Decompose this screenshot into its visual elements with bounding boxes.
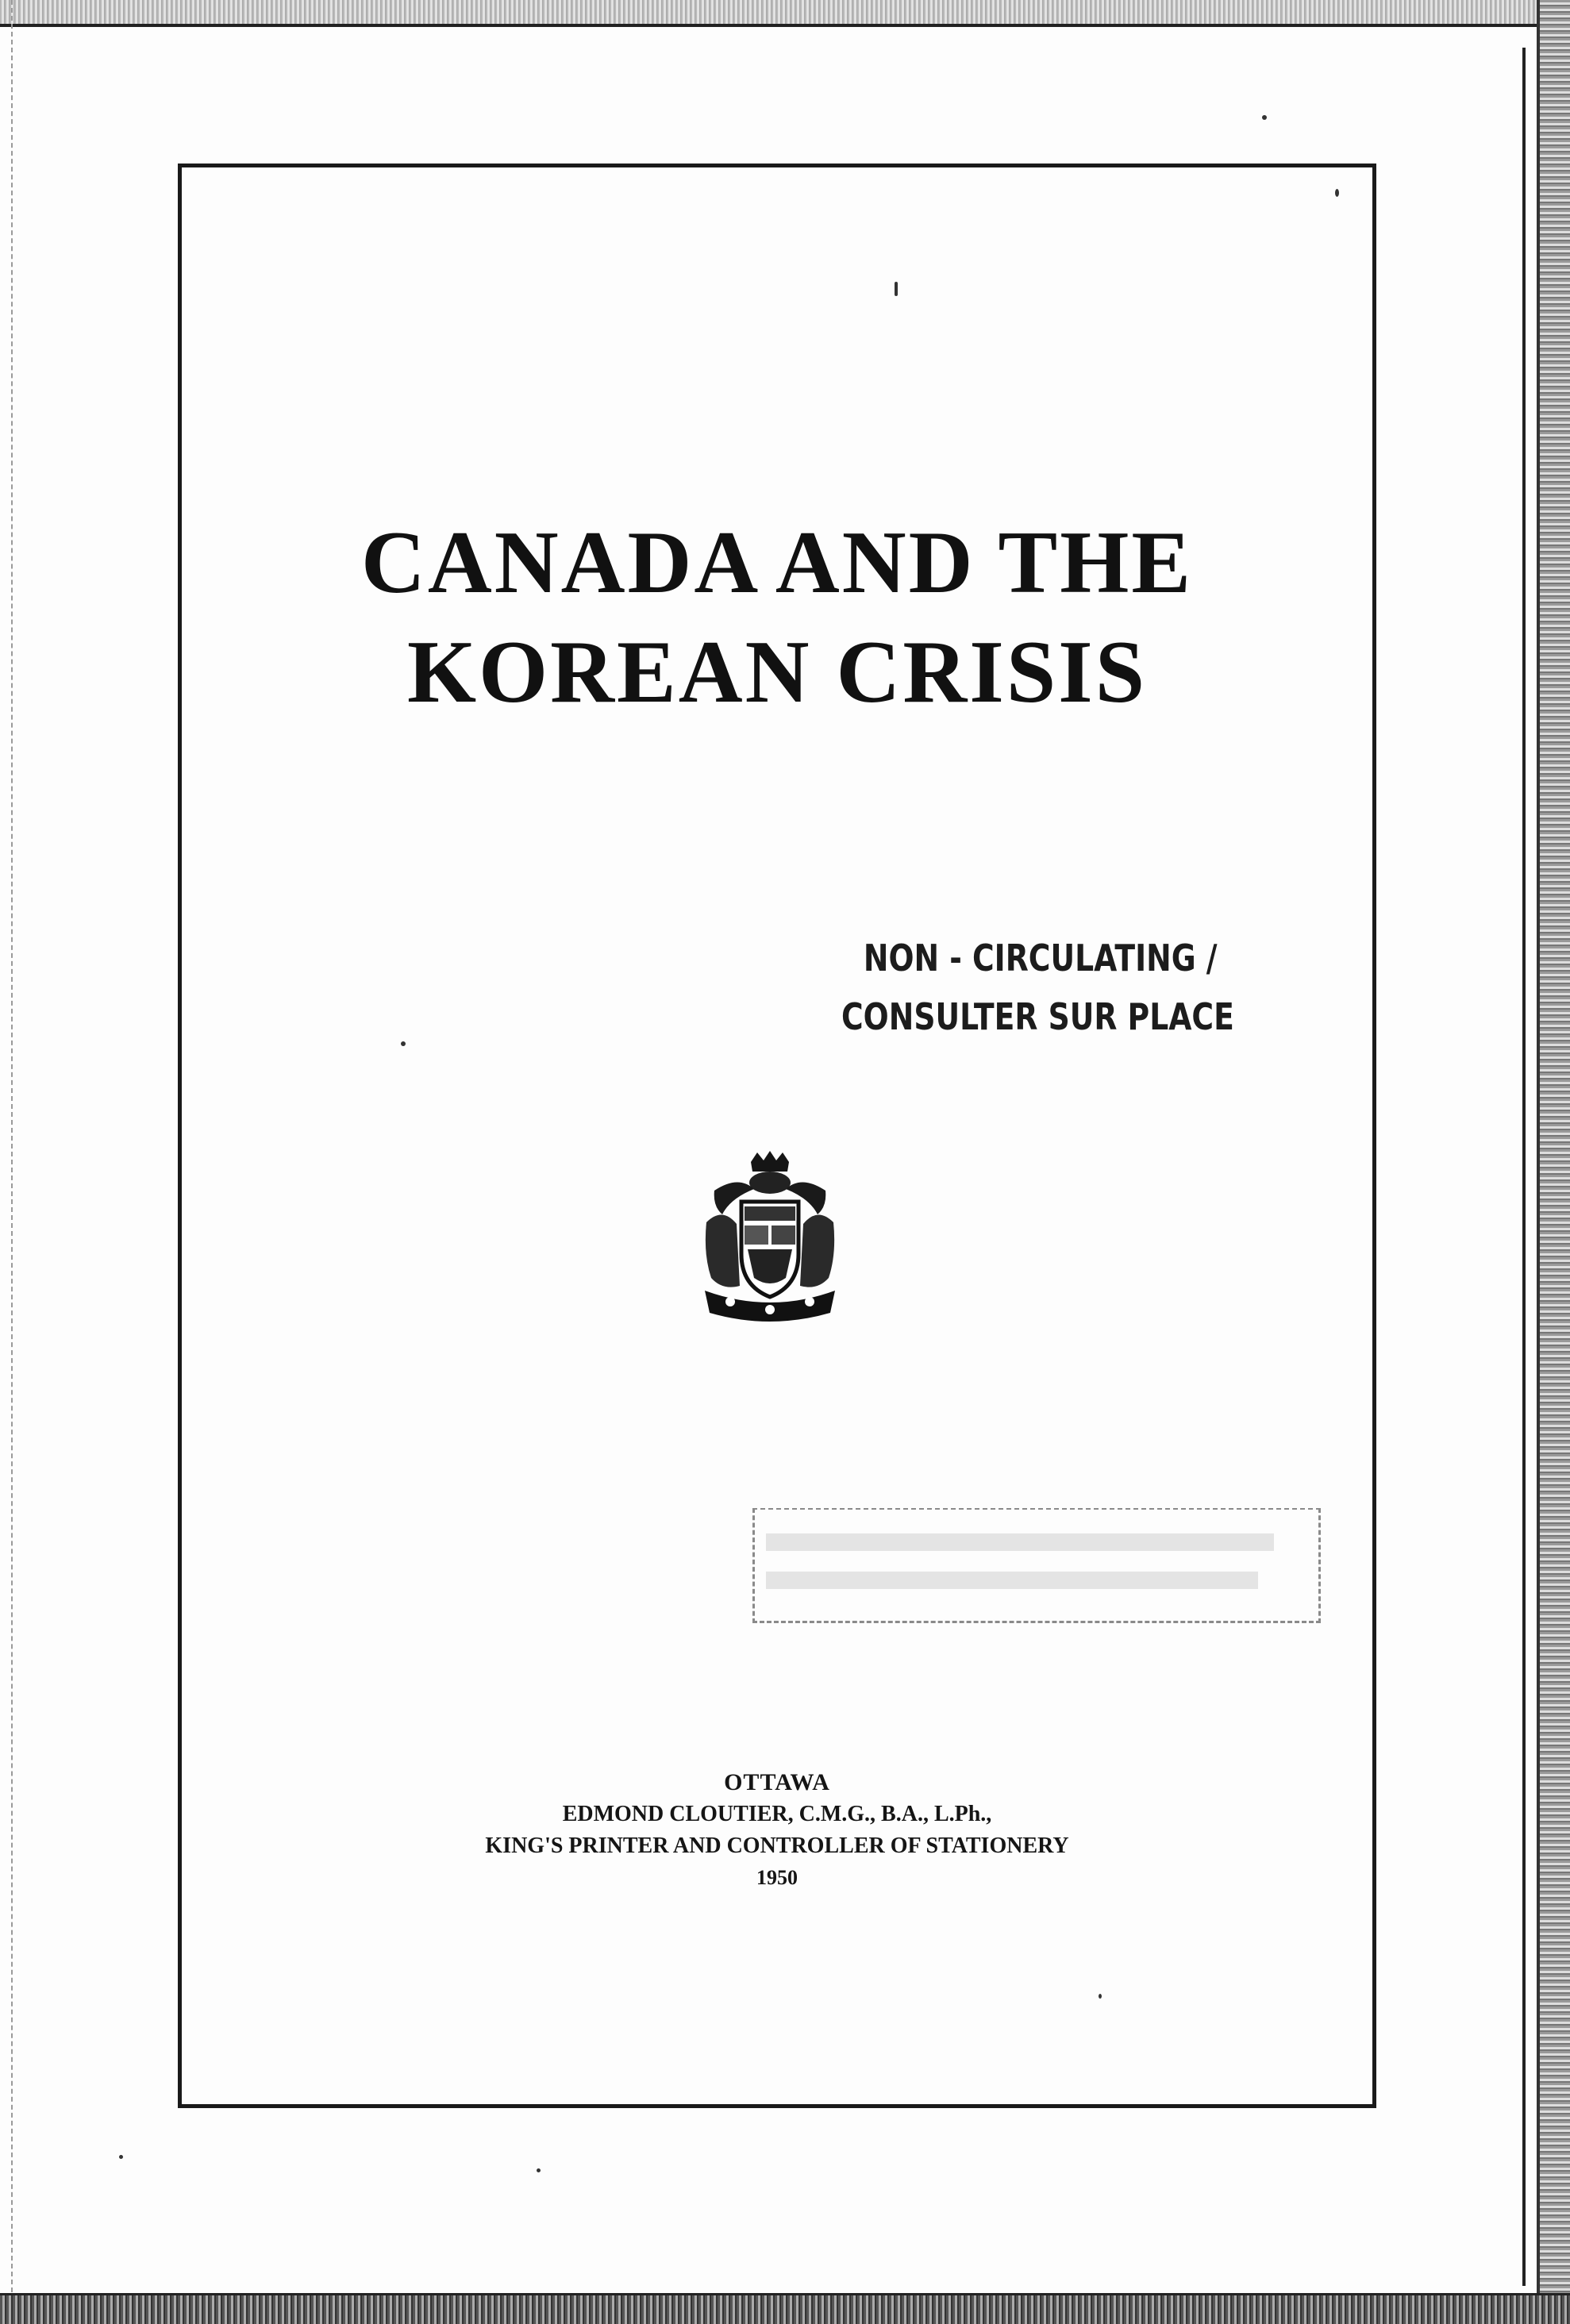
stamp-line-2: CONSULTER SUR PLACE	[841, 995, 1234, 1038]
stamp-line-1: NON - CIRCULATING /	[863, 937, 1218, 979]
scan-speck	[1262, 115, 1267, 120]
scan-speck	[119, 2155, 123, 2159]
scan-speck	[1099, 1994, 1102, 1999]
page-edge-bottom	[0, 2293, 1570, 2324]
imprint-year: 1950	[756, 1866, 798, 1889]
scan-speck	[895, 282, 898, 296]
imprint-printer: EDMOND CLOUTIER, C.M.G., B.A., L.Ph.,	[562, 1802, 992, 1826]
coat-of-arms-icon	[698, 1151, 841, 1326]
title-line-1: CANADA AND THE	[360, 514, 1194, 612]
document-title	[178, 508, 1376, 727]
page-edge-top	[0, 0, 1570, 27]
page-edge-rule	[1522, 48, 1526, 2286]
scan-speck	[401, 1041, 406, 1046]
imprint-city: OTTAWA	[724, 1769, 830, 1795]
scan-speck	[537, 2168, 541, 2172]
page-edge-right	[1537, 0, 1570, 2324]
publisher-imprint	[178, 1767, 1376, 1894]
page-edge-left	[0, 0, 13, 2324]
title-line-2: KOREAN CRISIS	[406, 623, 1148, 721]
imprint-office: KING'S PRINTER AND CONTROLLER OF STATIONERY	[485, 1833, 1069, 1858]
faded-library-stamp	[752, 1508, 1321, 1623]
scan-speck	[1335, 189, 1339, 197]
non-circulating-stamp	[841, 929, 1234, 1046]
